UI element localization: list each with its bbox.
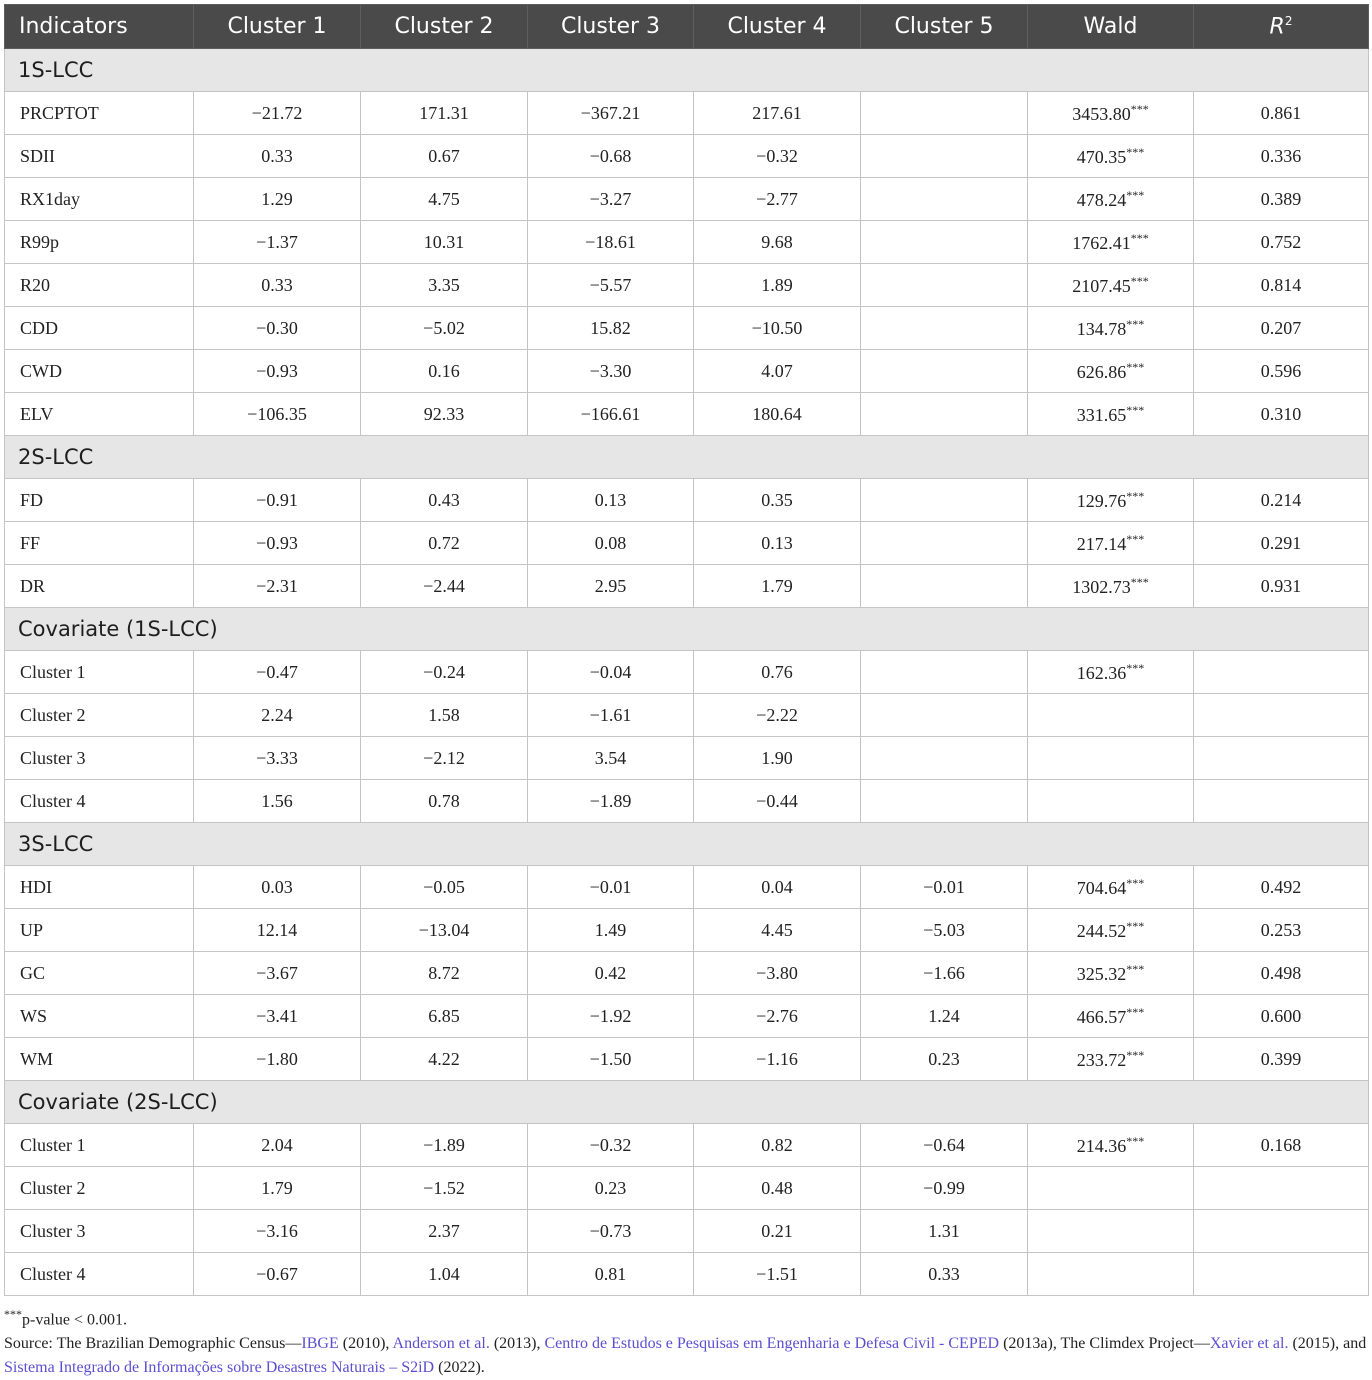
ceped-year: (2013a), The Climdex Project— xyxy=(999,1335,1210,1353)
row-label: FF xyxy=(5,522,194,565)
table-cell: −0.64 xyxy=(861,1124,1028,1167)
table-cell: 3453.80*** xyxy=(1028,92,1194,135)
table-cell: −0.24 xyxy=(361,651,528,694)
table-cell xyxy=(1028,1167,1194,1210)
table-cell: 2.24 xyxy=(194,694,361,737)
table-cell: −1.37 xyxy=(194,221,361,264)
row-label: Cluster 2 xyxy=(5,1167,194,1210)
table-cell: 4.07 xyxy=(694,350,861,393)
table-cell: 2107.45*** xyxy=(1028,264,1194,307)
table-cell: 1.58 xyxy=(361,694,528,737)
table-cell xyxy=(861,307,1028,350)
table-cell xyxy=(861,651,1028,694)
table-cell: 4.45 xyxy=(694,909,861,952)
table-cell: 4.75 xyxy=(361,178,528,221)
row-label: Cluster 4 xyxy=(5,1253,194,1296)
row-label: CDD xyxy=(5,307,194,350)
table-cell: 0.42 xyxy=(528,952,694,995)
table-cell: 0.13 xyxy=(694,522,861,565)
table-cell: 1.49 xyxy=(528,909,694,952)
significance-text: p-value < 0.001. xyxy=(22,1311,127,1329)
table-cell: −5.57 xyxy=(528,264,694,307)
table-cell: −0.01 xyxy=(861,866,1028,909)
row-label: SDII xyxy=(5,135,194,178)
table-cell: −0.32 xyxy=(694,135,861,178)
table-cell: −3.30 xyxy=(528,350,694,393)
table-cell: 9.68 xyxy=(694,221,861,264)
table-cell: −1.80 xyxy=(194,1038,361,1081)
anderson-year: (2013), xyxy=(489,1335,545,1353)
table-row xyxy=(5,307,1369,350)
table-row xyxy=(5,178,1369,221)
table-cell: −0.47 xyxy=(194,651,361,694)
table-cell: −0.68 xyxy=(528,135,694,178)
table-cell xyxy=(1028,780,1194,823)
section-row xyxy=(5,436,1369,479)
table-cell: −5.03 xyxy=(861,909,1028,952)
table-cell: 0.253 xyxy=(1194,909,1369,952)
table-cell: 6.85 xyxy=(361,995,528,1038)
table-cell: 0.214 xyxy=(1194,479,1369,522)
table-cell: −1.92 xyxy=(528,995,694,1038)
table-cell xyxy=(861,350,1028,393)
table-cell: 0.752 xyxy=(1194,221,1369,264)
table-cell: 217.14*** xyxy=(1028,522,1194,565)
table-cell: 331.65*** xyxy=(1028,393,1194,436)
table-cell: 3.54 xyxy=(528,737,694,780)
row-label: Cluster 3 xyxy=(5,737,194,780)
table-cell: −1.89 xyxy=(361,1124,528,1167)
significance-stars: *** xyxy=(1126,316,1145,331)
table-cell: −2.12 xyxy=(361,737,528,780)
table-cell: 10.31 xyxy=(361,221,528,264)
table-cell: 325.32*** xyxy=(1028,952,1194,995)
table-row xyxy=(5,995,1369,1038)
significance-stars: *** xyxy=(1130,101,1149,116)
significance-stars: *** xyxy=(1126,1133,1145,1148)
table-cell: −3.41 xyxy=(194,995,361,1038)
table-cell xyxy=(1028,1253,1194,1296)
significance-stars: *** xyxy=(1126,144,1145,159)
table-cell: 0.33 xyxy=(194,135,361,178)
row-label: Cluster 2 xyxy=(5,694,194,737)
table-cell: −0.05 xyxy=(361,866,528,909)
r2-exponent: 2 xyxy=(1284,13,1293,28)
table-row xyxy=(5,909,1369,952)
xavier-year: (2015), and xyxy=(1288,1335,1367,1353)
significance-stars: *** xyxy=(1130,273,1149,288)
table-cell: 1302.73*** xyxy=(1028,565,1194,608)
table-cell: 0.291 xyxy=(1194,522,1369,565)
table-cell: −18.61 xyxy=(528,221,694,264)
table-cell xyxy=(861,522,1028,565)
header-cluster-5: Cluster 5 xyxy=(861,5,1028,49)
significance-stars: *** xyxy=(1130,230,1149,245)
table-row xyxy=(5,952,1369,995)
table-cell: −1.66 xyxy=(861,952,1028,995)
table-cell: −1.52 xyxy=(361,1167,528,1210)
table-cell xyxy=(861,178,1028,221)
table-cell xyxy=(1028,1210,1194,1253)
significance-stars: *** xyxy=(1126,488,1145,503)
table-cell: 0.389 xyxy=(1194,178,1369,221)
table-cell: 0.67 xyxy=(361,135,528,178)
source-note xyxy=(4,1332,1370,1380)
header-indicators: Indicators xyxy=(5,5,194,49)
section-row xyxy=(5,1081,1369,1124)
table-cell: 1.79 xyxy=(194,1167,361,1210)
table-cell: −3.16 xyxy=(194,1210,361,1253)
table-cell xyxy=(1028,694,1194,737)
table-cell xyxy=(861,92,1028,135)
table-cell xyxy=(1194,737,1369,780)
table-cell: 1762.41*** xyxy=(1028,221,1194,264)
table-cell: 0.310 xyxy=(1194,393,1369,436)
table-cell xyxy=(1194,1167,1369,1210)
table-cell: 180.64 xyxy=(694,393,861,436)
table-body xyxy=(5,49,1369,1296)
table-cell: 0.81 xyxy=(528,1253,694,1296)
table-cell: −166.61 xyxy=(528,393,694,436)
table-cell: 0.48 xyxy=(694,1167,861,1210)
table-cell xyxy=(861,479,1028,522)
row-label: Cluster 4 xyxy=(5,780,194,823)
significance-stars: *** xyxy=(1126,531,1145,546)
table-cell: −10.50 xyxy=(694,307,861,350)
table-cell: 0.13 xyxy=(528,479,694,522)
table-cell: 162.36*** xyxy=(1028,651,1194,694)
significance-stars: *** xyxy=(1126,402,1145,417)
table-row xyxy=(5,135,1369,178)
table-row xyxy=(5,866,1369,909)
row-label: UP xyxy=(5,909,194,952)
table-cell: −2.77 xyxy=(694,178,861,221)
table-cell: −1.50 xyxy=(528,1038,694,1081)
table-cell: −1.51 xyxy=(694,1253,861,1296)
table-cell: 1.89 xyxy=(694,264,861,307)
table-cell: −0.32 xyxy=(528,1124,694,1167)
table-cell xyxy=(861,264,1028,307)
table-cell: 0.76 xyxy=(694,651,861,694)
table-row xyxy=(5,737,1369,780)
table-row xyxy=(5,1210,1369,1253)
table-cell: −21.72 xyxy=(194,92,361,135)
table-cell: 129.76*** xyxy=(1028,479,1194,522)
table-cell: 0.931 xyxy=(1194,565,1369,608)
table-cell: −0.73 xyxy=(528,1210,694,1253)
table-cell: −3.33 xyxy=(194,737,361,780)
header-cluster-3: Cluster 3 xyxy=(528,5,694,49)
table-row xyxy=(5,522,1369,565)
table-cell: 1.56 xyxy=(194,780,361,823)
table-cell: 0.21 xyxy=(694,1210,861,1253)
table-cell: −2.76 xyxy=(694,995,861,1038)
s2id-year: (2022). xyxy=(434,1359,485,1377)
row-label: R99p xyxy=(5,221,194,264)
ibge-year: (2010), xyxy=(338,1335,393,1353)
row-label: WM xyxy=(5,1038,194,1081)
table-cell: −0.67 xyxy=(194,1253,361,1296)
significance-stars: *** xyxy=(1126,875,1145,890)
table-cell: 3.35 xyxy=(361,264,528,307)
table-cell: 0.72 xyxy=(361,522,528,565)
table-cell: 0.168 xyxy=(1194,1124,1369,1167)
table-cell xyxy=(861,135,1028,178)
table-cell: 0.04 xyxy=(694,866,861,909)
table-cell: 0.207 xyxy=(1194,307,1369,350)
table-row xyxy=(5,264,1369,307)
table-cell: 626.86*** xyxy=(1028,350,1194,393)
significance-note xyxy=(4,1302,1370,1332)
section-title: 3S-LCC xyxy=(5,823,1369,866)
table-cell: −0.93 xyxy=(194,350,361,393)
table-cell: 0.498 xyxy=(1194,952,1369,995)
link-s2id[interactable]: Sistema Integrado de Informações sobre Desastres Naturais – S2iD xyxy=(4,1359,435,1377)
footnotes xyxy=(4,1302,1370,1380)
table-cell: 2.95 xyxy=(528,565,694,608)
header-cluster-2: Cluster 2 xyxy=(361,5,528,49)
table-cell: −2.22 xyxy=(694,694,861,737)
link-anderson[interactable]: Anderson et al. xyxy=(392,1335,490,1353)
table-cell: −0.30 xyxy=(194,307,361,350)
table-cell: 0.16 xyxy=(361,350,528,393)
table-cell: −0.91 xyxy=(194,479,361,522)
table-cell: −3.67 xyxy=(194,952,361,995)
table-cell: 171.31 xyxy=(361,92,528,135)
table-cell: 470.35*** xyxy=(1028,135,1194,178)
table-cell xyxy=(1194,694,1369,737)
table-cell xyxy=(1194,651,1369,694)
table-cell: 0.08 xyxy=(528,522,694,565)
table-cell: −1.16 xyxy=(694,1038,861,1081)
table-cell xyxy=(861,780,1028,823)
table-cell: 0.336 xyxy=(1194,135,1369,178)
table-cell: 4.22 xyxy=(361,1038,528,1081)
link-xavier[interactable]: Xavier et al. xyxy=(1209,1335,1289,1353)
table-cell: 1.31 xyxy=(861,1210,1028,1253)
section-title: 1S-LCC xyxy=(5,49,1369,92)
table-row xyxy=(5,1038,1369,1081)
table-cell: 704.64*** xyxy=(1028,866,1194,909)
significance-stars: *** xyxy=(1126,187,1145,202)
row-label: ELV xyxy=(5,393,194,436)
significance-stars: *** xyxy=(1126,359,1145,374)
row-label: RX1day xyxy=(5,178,194,221)
table-cell: −5.02 xyxy=(361,307,528,350)
table-cell: 466.57*** xyxy=(1028,995,1194,1038)
source-prefix: Source: The Brazilian Demographic Census— xyxy=(4,1335,302,1353)
table-cell: 0.78 xyxy=(361,780,528,823)
table-cell xyxy=(1194,780,1369,823)
table-row xyxy=(5,479,1369,522)
section-title: 2S-LCC xyxy=(5,436,1369,479)
table-cell: 12.14 xyxy=(194,909,361,952)
section-title: Covariate (1S-LCC) xyxy=(5,608,1369,651)
table-cell: 233.72*** xyxy=(1028,1038,1194,1081)
table-cell: 1.79 xyxy=(694,565,861,608)
row-label: DR xyxy=(5,565,194,608)
table-cell: 217.61 xyxy=(694,92,861,135)
table-row xyxy=(5,651,1369,694)
table-cell: −3.27 xyxy=(528,178,694,221)
table-cell: 0.861 xyxy=(1194,92,1369,135)
table-cell: 0.33 xyxy=(194,264,361,307)
header-wald: Wald xyxy=(1028,5,1194,49)
table-row xyxy=(5,1253,1369,1296)
row-label: FD xyxy=(5,479,194,522)
table-cell: −13.04 xyxy=(361,909,528,952)
table-cell: 0.43 xyxy=(361,479,528,522)
header-cluster-1: Cluster 1 xyxy=(194,5,361,49)
row-label: Cluster 1 xyxy=(5,651,194,694)
table-cell xyxy=(1028,737,1194,780)
table-cell: 8.72 xyxy=(361,952,528,995)
significance-stars: *** xyxy=(1126,918,1145,933)
table-cell: 0.23 xyxy=(528,1167,694,1210)
row-label: PRCPTOT xyxy=(5,92,194,135)
row-label: CWD xyxy=(5,350,194,393)
table-cell: 214.36*** xyxy=(1028,1124,1194,1167)
header-r-squared xyxy=(1194,5,1369,49)
table-cell: 1.29 xyxy=(194,178,361,221)
table-cell: 0.399 xyxy=(1194,1038,1369,1081)
table-cell: −3.80 xyxy=(694,952,861,995)
table-cell: 0.23 xyxy=(861,1038,1028,1081)
table-cell: 1.04 xyxy=(361,1253,528,1296)
table-cell: 478.24*** xyxy=(1028,178,1194,221)
table-header xyxy=(5,5,1369,49)
table-row xyxy=(5,393,1369,436)
row-label: HDI xyxy=(5,866,194,909)
table-cell: 0.814 xyxy=(1194,264,1369,307)
table-cell: 0.600 xyxy=(1194,995,1369,1038)
table-cell xyxy=(861,694,1028,737)
table-cell: 244.52*** xyxy=(1028,909,1194,952)
row-label: Cluster 3 xyxy=(5,1210,194,1253)
table-cell xyxy=(1194,1210,1369,1253)
table-cell: 1.90 xyxy=(694,737,861,780)
table-cell: 0.596 xyxy=(1194,350,1369,393)
table-cell: 0.35 xyxy=(694,479,861,522)
table-cell: 1.24 xyxy=(861,995,1028,1038)
section-row xyxy=(5,49,1369,92)
significance-stars: *** xyxy=(1130,574,1149,589)
row-label: Cluster 1 xyxy=(5,1124,194,1167)
table-row xyxy=(5,350,1369,393)
table-row xyxy=(5,780,1369,823)
table-cell: −2.44 xyxy=(361,565,528,608)
table-row xyxy=(5,1124,1369,1167)
table-cell: 0.82 xyxy=(694,1124,861,1167)
row-label: R20 xyxy=(5,264,194,307)
results-table xyxy=(4,4,1369,1296)
section-row xyxy=(5,608,1369,651)
header-cluster-4: Cluster 4 xyxy=(694,5,861,49)
table-cell: 0.492 xyxy=(1194,866,1369,909)
table-row xyxy=(5,694,1369,737)
table-cell: −0.04 xyxy=(528,651,694,694)
table-cell: −1.89 xyxy=(528,780,694,823)
table-cell: 0.33 xyxy=(861,1253,1028,1296)
significance-stars: *** xyxy=(1126,1047,1145,1062)
table-cell: −0.44 xyxy=(694,780,861,823)
table-cell: −367.21 xyxy=(528,92,694,135)
link-ibge[interactable]: IBGE xyxy=(301,1335,339,1353)
significance-stars: *** xyxy=(1126,961,1145,976)
table-cell: −2.31 xyxy=(194,565,361,608)
row-label: GC xyxy=(5,952,194,995)
table-cell: −106.35 xyxy=(194,393,361,436)
table-cell: 2.37 xyxy=(361,1210,528,1253)
table-cell: −0.99 xyxy=(861,1167,1028,1210)
section-title: Covariate (2S-LCC) xyxy=(5,1081,1369,1124)
table-cell: 0.03 xyxy=(194,866,361,909)
r2-base: R xyxy=(1269,14,1285,40)
significance-stars: *** xyxy=(1126,660,1145,675)
table-row xyxy=(5,1167,1369,1210)
table-cell xyxy=(861,565,1028,608)
row-label: WS xyxy=(5,995,194,1038)
table-cell xyxy=(861,221,1028,264)
table-cell: 15.82 xyxy=(528,307,694,350)
table-cell xyxy=(861,737,1028,780)
table-cell: 134.78*** xyxy=(1028,307,1194,350)
table-row xyxy=(5,221,1369,264)
table-cell xyxy=(861,393,1028,436)
significance-stars: *** xyxy=(1126,1004,1145,1019)
table-cell: 92.33 xyxy=(361,393,528,436)
link-ceped[interactable]: Centro de Estudos e Pesquisas em Engenharia e Defesa Civil - CEPED xyxy=(544,1335,1000,1353)
table-row xyxy=(5,92,1369,135)
table-cell: −0.93 xyxy=(194,522,361,565)
significance-stars: *** xyxy=(4,1307,22,1321)
table-cell xyxy=(1194,1253,1369,1296)
table-cell: −1.61 xyxy=(528,694,694,737)
table-cell: 2.04 xyxy=(194,1124,361,1167)
table-cell: −0.01 xyxy=(528,866,694,909)
table-row xyxy=(5,565,1369,608)
section-row xyxy=(5,823,1369,866)
